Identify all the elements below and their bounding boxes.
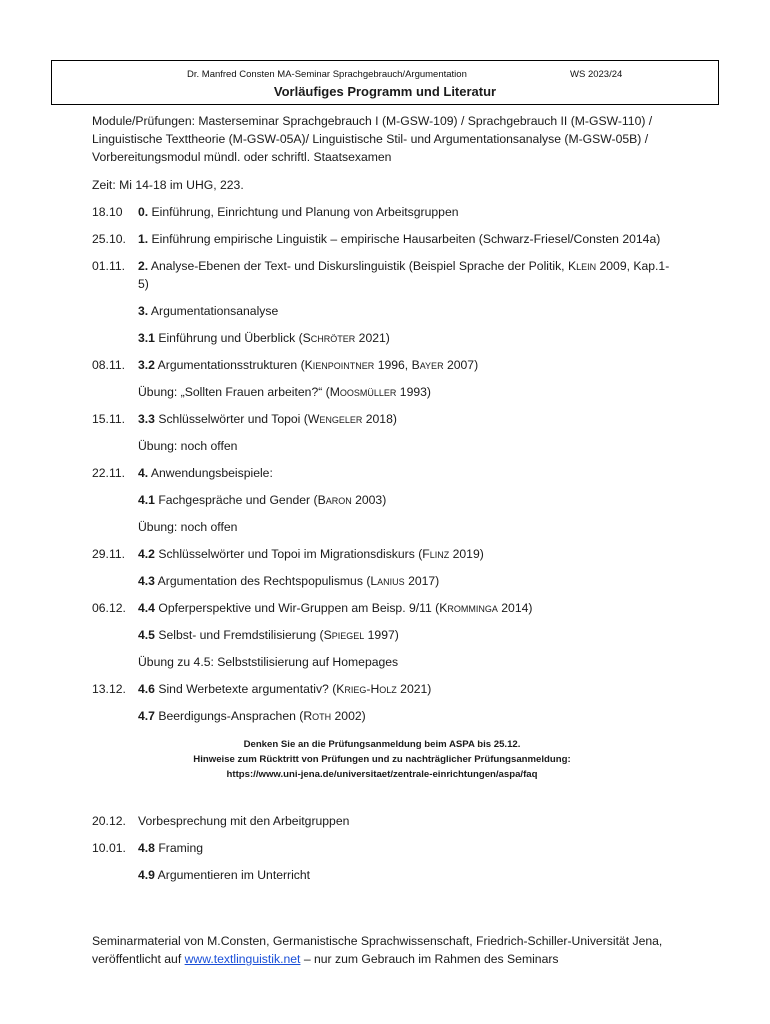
topic-text: 2014) <box>497 601 533 615</box>
page-title: Vorläufiges Programm und Literatur <box>273 84 497 99</box>
session-subtopic <box>92 866 672 884</box>
topic-text: 1997) <box>364 628 399 642</box>
session-topic <box>138 839 672 857</box>
topic-number: 3.1 <box>138 331 155 345</box>
topic-text: Einführung und Überblick ( <box>154 331 303 345</box>
session-topic <box>138 464 672 482</box>
topic-number: 3.3 <box>138 412 155 426</box>
topic-text: 2018) <box>362 412 397 426</box>
topic-number: 4. <box>138 466 149 480</box>
modules-text: Module/Prüfungen: Masterseminar Sprachgebrauch I (M-GSW-109) / Sprachgebrauch II (M-GSW-110) / Linguistische Texttheorie (M-GSW-05A)/ Linguistische Stil- und Argumentationsanalyse (M-GSW-05B) / Vorbereitungsmodul mündl. oder schriftl. Staatsexamen <box>92 114 653 164</box>
topic-text: 2021) <box>355 331 390 345</box>
session-date: 18.10 <box>92 205 123 219</box>
session-date: 13.12. <box>92 682 126 696</box>
session-row <box>92 356 672 374</box>
footer-text: Seminarmaterial von M.Consten, Germanistische Sprachwissenschaft, Friedrich-Schiller-Universität Jena, veröffentlicht auf <box>92 934 663 966</box>
session-exercise: Übung: noch offen <box>138 520 238 534</box>
author-name: Flinz <box>422 547 450 561</box>
session-topic <box>138 356 672 374</box>
session-subtopic <box>92 491 672 509</box>
session-date: 20.12. <box>92 814 126 828</box>
session-topic <box>138 410 672 428</box>
topic-text: 2017) <box>404 574 440 588</box>
author-name: Moosmüller <box>329 385 397 399</box>
topic-text: Argumentation des Rechtspopulismus ( <box>154 574 371 588</box>
topic-text: Beerdigungs-Ansprachen ( <box>154 709 304 723</box>
topic-number: 2. <box>138 259 149 273</box>
topic-text: Opferperspektive und Wir-Gruppen am Beisp. 9/11 ( <box>154 601 440 615</box>
session-topic: Vorbesprechung mit den Arbeitgruppen <box>138 814 350 828</box>
session-exercise <box>92 383 672 401</box>
session-date: 15.11. <box>92 412 125 426</box>
session-row <box>92 839 672 857</box>
topic-number: 0. <box>138 205 149 219</box>
author-name: Kromminga <box>439 601 498 615</box>
topic-number: 4.6 <box>138 682 155 696</box>
session-date: 29.11. <box>92 547 125 561</box>
topic-text: Argumentieren im Unterricht <box>154 868 311 882</box>
exercise-text: 1993) <box>396 385 431 399</box>
session-date: 08.11. <box>92 358 125 372</box>
topic-text: Selbst- und Fremdstilisierung ( <box>154 628 324 642</box>
session-row <box>92 599 672 617</box>
session-exercise: Übung zu 4.5: Selbststilisierung auf Homepages <box>138 655 399 669</box>
session-date: 01.11. <box>92 259 125 273</box>
author-name: Krieg-Holz <box>336 682 397 696</box>
topic-number: 4.1 <box>138 493 155 507</box>
topic-text: Framing <box>154 841 204 855</box>
topic-text: Schlüsselwörter und Topoi im Migrationsdiskurs ( <box>154 547 423 561</box>
topic-number: 4.3 <box>138 574 155 588</box>
author-line: Dr. Manfred Consten MA-Seminar Sprachgebrauch/Argumentation <box>187 69 467 80</box>
session-topic <box>138 257 672 293</box>
topic-text: Anwendungsbeispiele: <box>148 466 273 480</box>
topic-number: 4.9 <box>138 868 155 882</box>
session-exercise: Übung: noch offen <box>138 439 238 453</box>
session-row <box>92 680 672 698</box>
author-name: Schröter <box>302 331 356 345</box>
topic-number: 4.5 <box>138 628 155 642</box>
footer-text: – nur zum Gebrauch im Rahmen des Seminars <box>300 952 559 966</box>
session-subtopic <box>92 707 672 725</box>
author-name: Baron <box>317 493 352 507</box>
topic-text: Argumentationsstrukturen ( <box>154 358 305 372</box>
main-content <box>92 112 672 893</box>
session-date: 25.10. <box>92 232 126 246</box>
topic-number: 3.2 <box>138 358 155 372</box>
session-topic <box>138 230 672 248</box>
session-topic <box>138 599 672 617</box>
topic-text: 2007) <box>443 358 479 372</box>
notice-url: https://www.uni-jena.de/universitaet/zentrale-einrichtungen/aspa/faq <box>226 769 538 780</box>
session-row <box>92 545 672 563</box>
notice-line: Denken Sie an die Prüfungsanmeldung beim ASPA bis 25.12. <box>243 739 521 750</box>
topic-text: 1996, <box>374 358 412 372</box>
topic-number: 4.4 <box>138 601 155 615</box>
topic-text: 2021) <box>396 682 432 696</box>
session-subtopic <box>92 572 672 590</box>
topic-number: 4.8 <box>138 841 155 855</box>
topic-text: Argumentationsanalyse <box>148 304 279 318</box>
author-name: Lanius <box>370 574 405 588</box>
session-row <box>92 812 672 830</box>
topic-number: 4.2 <box>138 547 155 561</box>
session-subtopic <box>92 329 672 347</box>
topic-text: 2002) <box>331 709 366 723</box>
session-date: 06.12. <box>92 601 126 615</box>
session-row <box>92 257 672 293</box>
exam-notice <box>92 737 672 782</box>
session-row <box>92 410 672 428</box>
topic-text: Schlüsselwörter und Topoi ( <box>154 412 308 426</box>
session-subtopic <box>92 302 672 320</box>
website-link[interactable]: www.textlinguistik.net <box>184 952 301 966</box>
session-row <box>92 230 672 248</box>
author-name: Wengeler <box>307 412 363 426</box>
topic-text: Sind Werbetexte argumentativ? ( <box>154 682 337 696</box>
topic-number: 1. <box>138 232 149 246</box>
footer-note <box>92 932 682 968</box>
topic-number: 3. <box>138 304 149 318</box>
author-name: Spiegel <box>323 628 365 642</box>
topic-number: 4.7 <box>138 709 155 723</box>
notice-line: Hinweise zum Rücktritt von Prüfungen und zu nachträglicher Prüfungsanmeldung: <box>193 754 571 765</box>
session-topic <box>138 203 672 221</box>
header-box <box>51 60 719 105</box>
topic-text: Analyse-Ebenen der Text- und Diskurslinguistik (Beispiel Sprache der Politik, <box>148 259 568 273</box>
topic-text: Einführung empirische Linguistik – empirische Hausarbeiten (Schwarz-Friesel/Consten 2014a) <box>148 232 661 246</box>
author-name: Klein <box>567 259 597 273</box>
session-row <box>92 464 672 482</box>
session-subtopic <box>92 626 672 644</box>
author-name: Kienpointner <box>304 358 375 372</box>
author-name: Bayer <box>411 358 444 372</box>
topic-text: Einführung, Einrichtung und Planung von Arbeitsgruppen <box>148 205 459 219</box>
exercise-text: Übung: „Sollten Frauen arbeiten?“ ( <box>138 385 330 399</box>
session-topic <box>138 545 672 563</box>
session-row <box>92 203 672 221</box>
session-date: 22.11. <box>92 466 125 480</box>
semester: WS 2023/24 <box>570 69 623 80</box>
time-text: Zeit: Mi 14-18 im UHG, 223. <box>92 178 244 192</box>
author-name: Roth <box>303 709 332 723</box>
topic-text: Fachgespräche und Gender ( <box>154 493 318 507</box>
session-topic <box>138 680 672 698</box>
session-date: 10.01. <box>92 841 126 855</box>
topic-text: 2019) <box>449 547 484 561</box>
topic-text: 2003) <box>351 493 387 507</box>
topic-text: 2009, Kap.1-5) <box>138 259 670 291</box>
